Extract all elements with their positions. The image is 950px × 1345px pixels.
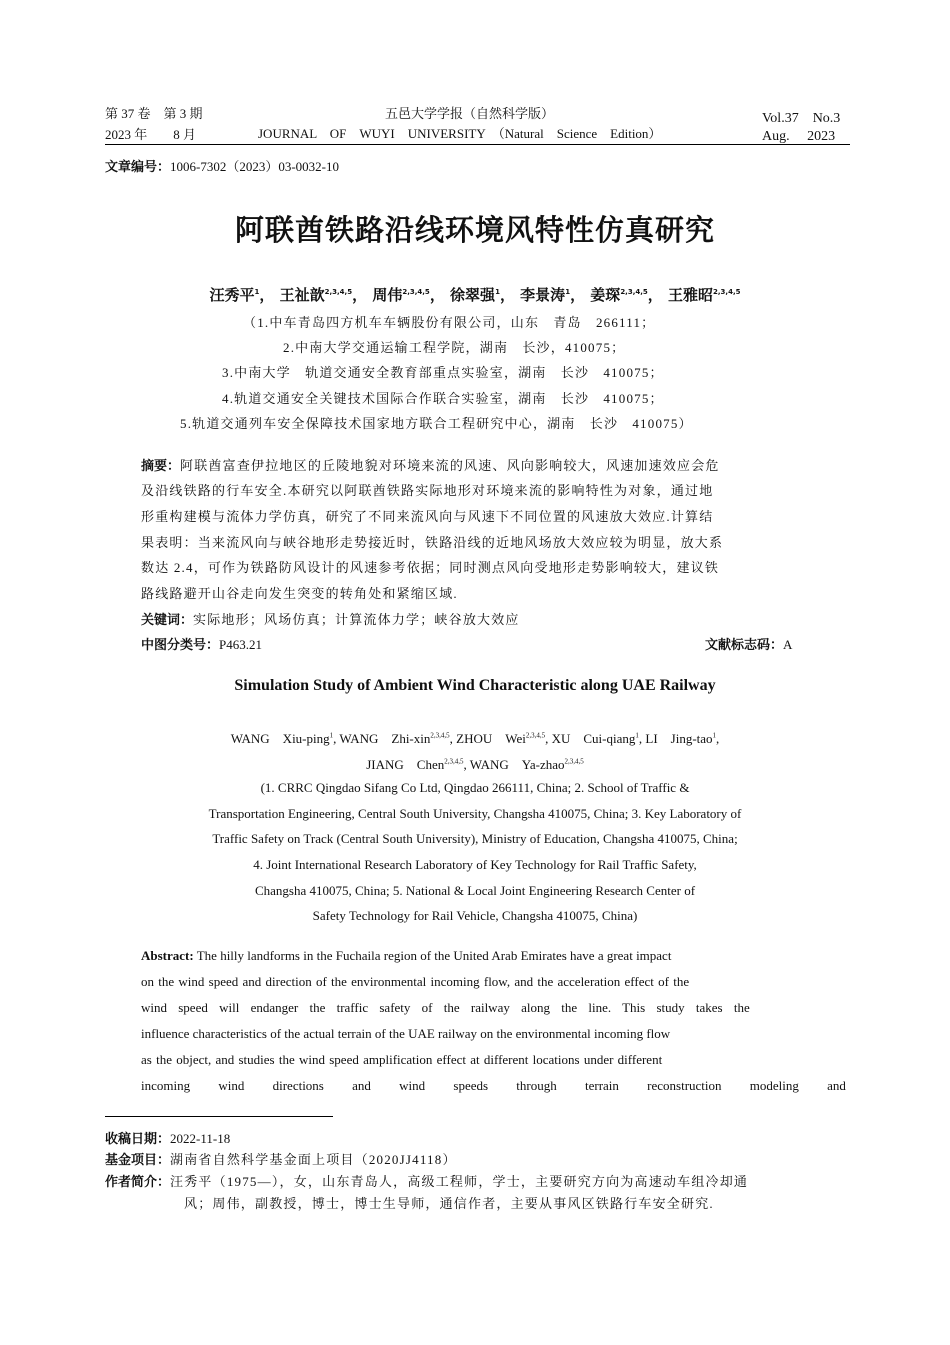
abstract-cn-line-1: [141, 455, 720, 474]
abstract-cn-line-3: 形重构建模与流体力学仿真，研究了不同来流风向与风速下不同位置的风速放大效应.计算结: [141, 509, 714, 524]
affiliation-en-2: Transportation Engineering, Central South University, Changsha 410075, China; 3. Key Laboratory of: [208, 806, 742, 821]
author-en: WANG Zhi-xin: [339, 731, 431, 746]
affiliation-en-3: Traffic Safety on Track (Central South University), Ministry of Education, Changsha 410075, China;: [212, 831, 738, 846]
authors-cn: 汪秀平$^1$， 王祉歆$^{2,3,4,5}$， 周伟$^{2,3,4,5}$， 徐翠强$^1$， 李景涛$^1$， 姜琛$^{2,3,4,5}$， 王雅昭$^{2,3,4,5}$: [209, 286, 741, 304]
article-id: [105, 156, 339, 175]
bio-label: 作者简介：: [105, 1175, 171, 1190]
footnote-received: [105, 1128, 230, 1147]
keywords-cn: [141, 609, 520, 628]
clc-value: P463.21: [219, 637, 262, 652]
affiliation-cn-1: （1.中车青岛四方机车车辆股份有限公司，山东 青岛 266111；: [243, 315, 656, 330]
clc-number: [141, 634, 262, 653]
abstract-en-label: Abstract:: [141, 948, 194, 963]
keywords-cn-label: 关键词：: [141, 613, 194, 628]
author-en: LI Jing-tao: [645, 731, 713, 746]
footnote-rule: [105, 1116, 333, 1117]
author-en-sup: 2,3,4,5: [525, 731, 546, 740]
doc-code-label: 文献标志码：: [705, 638, 784, 653]
author-cn: 徐翠强: [450, 286, 496, 304]
author-cn: 王雅昭: [668, 286, 714, 304]
author-cn-sup: 1: [565, 288, 571, 296]
footnote-fund: [105, 1149, 457, 1168]
author-sep: ,: [463, 757, 470, 772]
abstract-en-line-3: wind speed will endanger the traffic safety of the railway along the line. This study takes the: [141, 1000, 750, 1015]
affiliation-cn-5: 5.轨道交通列车安全保障技术国家地方联合工程研究中心，湖南 长沙 410075）: [180, 416, 693, 431]
author-sep: ,: [449, 731, 457, 746]
author-en: XU Cui-qiang: [551, 731, 636, 746]
clc-label: 中图分类号：: [141, 638, 220, 653]
author-en: WANG Ya-zhao: [469, 757, 565, 772]
received-label: 收稿日期：: [105, 1132, 171, 1147]
header-vol-issue-en: Vol.37 No.3: [762, 111, 841, 126]
abstract-en-line-1: [141, 948, 671, 964]
author-en-sup: 2,3,4,5: [444, 757, 464, 766]
fund-label: 基金项目：: [105, 1153, 171, 1168]
abstract-en-line-6: incoming wind directions and wind speeds through terrain reconstruction modeling and: [141, 1078, 846, 1093]
author-cn: 李景涛: [520, 286, 566, 304]
author-en-sup: 1: [712, 731, 717, 740]
title-en: Simulation Study of Ambient Wind Characteristic along UAE Railway: [234, 677, 716, 694]
author-sep: ,: [638, 731, 646, 746]
author-sep: ,: [333, 731, 340, 746]
abstract-en-line-5: as the object, and studies the wind speed amplification effect at different locations under different: [141, 1052, 663, 1067]
author-en: WANG Xiu-ping: [230, 731, 330, 746]
header-month-year-en: Aug. 2023: [762, 129, 836, 144]
author-cn-sup: 1: [254, 288, 260, 296]
affiliation-cn-4: 4.轨道交通安全关键技术国际合作联合实验室，湖南 长沙 410075；: [222, 391, 664, 406]
article-id-value: 1006-7302（2023）03-0032-10: [170, 159, 340, 174]
author-en-sup: 1: [635, 731, 639, 740]
author-sep: ,: [545, 731, 552, 746]
affiliation-en-5: Changsha 410075, China; 5. National & Local Joint Engineering Research Center of: [254, 883, 696, 898]
affiliation-cn-3: 3.中南大学 轨道交通安全教育部重点实验室，湖南 长沙 410075；: [222, 365, 664, 380]
author-cn-sup: 2,3,4,5: [402, 288, 430, 296]
page-title: 阿联酋铁路沿线环境风特性仿真研究: [234, 213, 715, 247]
header-journal-cn: 五邑大学学报（自然科学版）: [385, 106, 555, 121]
author-en: ZHOU Wei: [456, 731, 526, 746]
authors-en-line-1: [0, 728, 950, 747]
header-journal-en: JOURNAL OF WUYI UNIVERSITY （Natural Science Edition）: [258, 126, 662, 141]
fund-value: 湖南省自然科学基金面上项目（2020JJ4118）: [170, 1152, 457, 1167]
affiliation-en-4: 4. Joint International Research Laboratory of Key Technology for Rail Traffic Safety,: [253, 857, 697, 872]
author-cn-sup: 2,3,4,5: [713, 288, 741, 296]
abstract-cn-text: 阿联酋富查伊拉地区的丘陵地貌对环境来流的风速、风向影响较大，风速加速效应会危: [180, 458, 720, 473]
author-en: JIANG Chen: [366, 757, 445, 772]
abstract-cn-label: 摘要：: [141, 459, 181, 474]
keywords-cn-text: 实际地形；风场仿真；计算流体力学；峡谷放大效应: [193, 612, 520, 627]
abstract-cn-line-4: 果表明：当来流风向与峡谷地形走势接近时，铁路沿线的近地风场放大效应较为明显，放大系: [141, 535, 724, 550]
header-year-month-cn: 2023 年 8 月: [105, 127, 197, 142]
author-en-sup: 1: [329, 731, 334, 740]
author-en-sup: 2,3,4,5: [430, 731, 450, 740]
bio-line-2: 风；周伟，副教授，博士，博士生导师，通信作者，主要从事风区铁路行车安全研究.: [184, 1196, 714, 1211]
received-value: 2022-11-18: [170, 1131, 231, 1146]
author-cn-sup: 2,3,4,5: [324, 288, 353, 296]
author-cn: 姜琛: [590, 286, 621, 304]
author-cn-sup: 2,3,4,5: [620, 288, 648, 296]
author-cn: 王祉歆: [279, 286, 325, 304]
doc-code-value: A: [783, 637, 793, 652]
author-cn: 周伟: [372, 286, 403, 304]
authors-en-line-2: [0, 754, 950, 773]
abstract-en-text: The hilly landforms in the Fuchaila region of the United Arab Emirates have a great impact: [196, 948, 672, 963]
author-cn-sup: 1: [495, 288, 500, 296]
abstract-cn-line-6: 路线路避开山谷走向发生突变的转角处和紧缩区域.: [141, 586, 458, 601]
bio-line-1: 汪秀平（1975—），女，山东青岛人，高级工程师，学士，主要研究方向为高速动车组冷却通: [170, 1174, 749, 1189]
abstract-en-line-4: influence characteristics of the actual terrain of the UAE railway on the environmental incoming flow: [141, 1026, 671, 1041]
abstract-cn-line-2: 及沿线铁路的行车安全.本研究以阿联酋铁路实际地形对环境来流的影响特性为对象，通过地: [141, 483, 714, 498]
header-rule: [105, 144, 850, 145]
author-sep: ,: [716, 731, 720, 746]
author-cn: 汪秀平: [209, 286, 255, 304]
footnote-bio: [105, 1171, 748, 1190]
article-id-label: 文章编号：: [105, 160, 171, 175]
abstract-cn-line-5: 数达 2.4，可作为铁路防风设计的风速参考依据；同时测点风向受地形走势影响较大，建议铁: [141, 560, 720, 575]
header-vol-issue-cn: 第 37 卷 第 3 期: [105, 106, 203, 121]
doc-code: [705, 634, 792, 653]
affiliation-en-1: (1. CRRC Qingdao Sifang Co Ltd, Qingdao 266111, China; 2. School of Traffic &: [260, 780, 690, 795]
author-en-sup: 2,3,4,5: [564, 757, 584, 766]
affiliation-cn-2: 2.中南大学交通运输工程学院，湖南 长沙，410075；: [283, 340, 626, 355]
affiliation-en-6: Safety Technology for Rail Vehicle, Changsha 410075, China): [312, 908, 638, 923]
abstract-en-line-2: on the wind speed and direction of the environmental incoming flow, and the acceleration effect of the: [141, 974, 690, 989]
